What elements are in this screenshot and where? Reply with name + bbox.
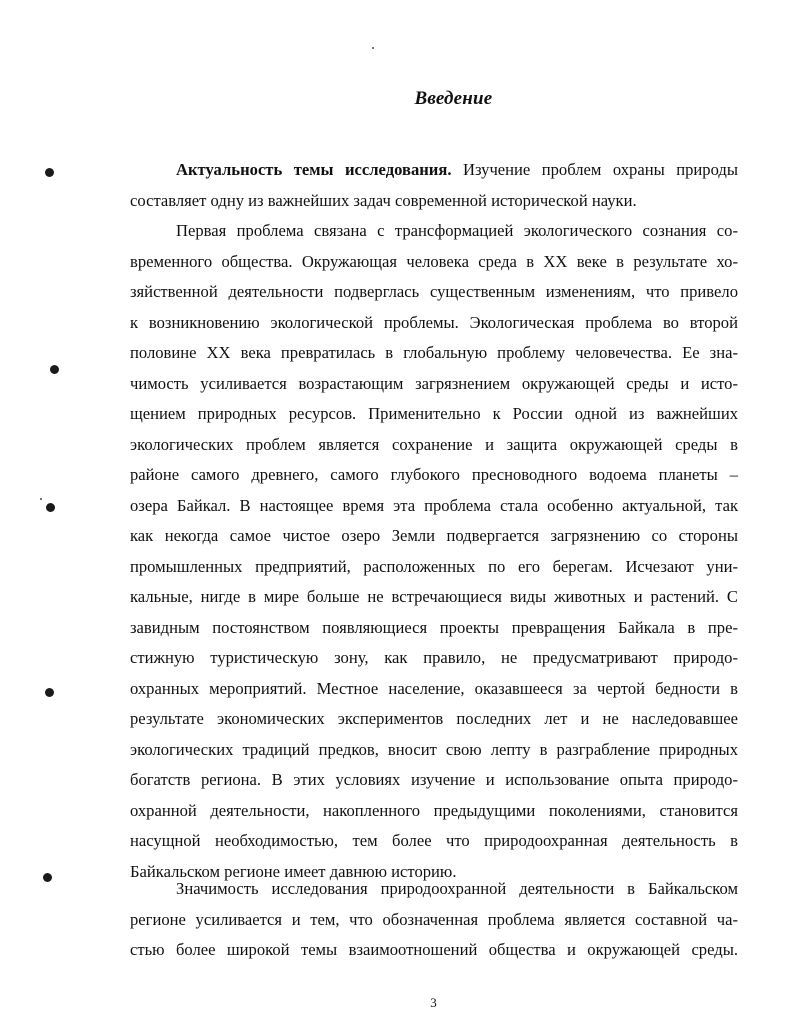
text-line: щением природных ресурсов. Применительно к России одной из важнейших xyxy=(130,404,738,423)
text-line: экологических проблем является сохранение и защита окружающей среды в xyxy=(130,434,738,454)
scan-speck xyxy=(40,498,42,500)
text-line: Первая проблема связана с трансформацией экологического сознания со- xyxy=(176,221,738,240)
text-line: экологических традиций предков, вносит свою лепту в разграбление природных xyxy=(130,739,738,759)
punch-hole-mark xyxy=(46,503,55,512)
text-line: к возникновению экологической проблемы. Экологическая проблема во второй xyxy=(130,312,738,332)
paragraph-significance xyxy=(130,874,738,966)
text-line: стижную туристическую зону, как правило, не предусматривают природо- xyxy=(130,648,738,667)
scan-speck xyxy=(372,47,374,49)
text-line: насущной необходимостью, тем более что природоохранная деятельность в xyxy=(130,831,738,850)
text-line: Байкальском регионе имеет давнюю историю. xyxy=(130,861,457,881)
text-line: промышленных предприятий, расположенных по его берегам. Исчезают уни- xyxy=(130,556,738,576)
relevance-heading: Актуальность темы исследования. xyxy=(176,160,452,179)
text-line: кальные, нигде в мире больше не встречающиеся виды животных и растений. С xyxy=(130,587,738,606)
text-line: озера Байкал. В настоящее время эта проблема стала особенно актуальной, так xyxy=(130,495,738,515)
text-line: зяйственной деятельности подверглась существенным изменениям, что привело xyxy=(130,282,738,301)
punch-hole-mark xyxy=(43,873,52,882)
text-line: составляет одну из важнейших задач современной исторической науки. xyxy=(130,190,637,210)
paragraph-first-problem xyxy=(130,216,738,887)
text-line: как некогда самое чистое озеро Земли подвергается загрязнению со стороны xyxy=(130,526,738,545)
page-number: 3 xyxy=(430,995,437,1010)
punch-hole-mark xyxy=(50,365,59,374)
text-line: чимость усиливается возрастающим загрязнением окружающей среды и исто- xyxy=(130,373,738,393)
text-line: богатств региона. В этих условиях изучение и использование опыта природо- xyxy=(130,770,738,789)
text-line: охранной деятельности, накопленного предыдущими поколениями, становится xyxy=(130,800,738,820)
text-line: половине XX века превратилась в глобальную проблему человечества. Ее зна- xyxy=(130,343,738,362)
text-fragment: Изучение проблем охраны природы xyxy=(451,160,738,179)
text-line: районе самого древнего, самого глубокого пресноводного водоема планеты – xyxy=(130,465,738,484)
text-line: охранных мероприятий. Местное население, оказавшееся за чертой бедности в xyxy=(130,678,738,698)
text-line xyxy=(130,155,738,186)
text-line: завидным постоянством появляющиеся проекты превращения Байкала в пре- xyxy=(130,617,738,637)
paragraph-relevance xyxy=(130,155,738,216)
text-line: стью более широкой темы взаимоотношений общества и окружающей среды. xyxy=(130,940,738,959)
text-line: Значимость исследования природоохранной деятельности в Байкальском xyxy=(176,879,738,898)
text-line: регионе усиливается и тем, что обозначенная проблема является составной ча- xyxy=(130,909,738,929)
punch-hole-mark xyxy=(45,688,54,697)
text-line: временного общества. Окружающая человека среда в XX веке в результате хо- xyxy=(130,251,738,271)
text-line: результате экономических экспериментов последних лет и не наследовавшее xyxy=(130,709,738,728)
punch-hole-mark xyxy=(45,168,54,177)
page-title: Введение xyxy=(414,88,493,109)
